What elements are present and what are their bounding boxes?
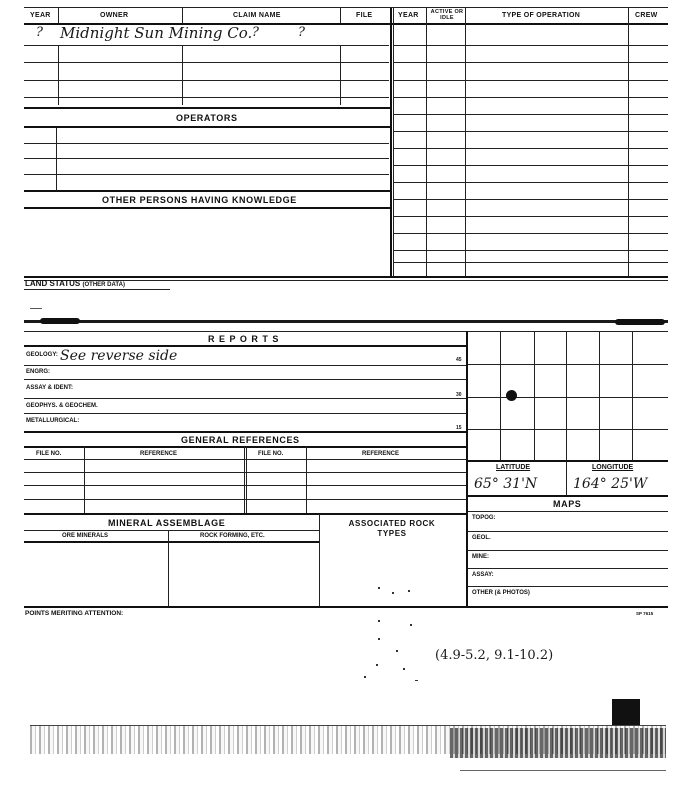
scan-noise-dark xyxy=(450,728,666,758)
row-file: ? xyxy=(298,25,305,40)
latitude-value: 65° 31'N xyxy=(474,476,538,492)
points-meriting-attention-label: POINTS MERITING ATTENTION: xyxy=(25,610,124,617)
op-year-header: YEAR xyxy=(398,12,419,19)
form-number: SP 7615 xyxy=(636,611,654,616)
ore-minerals-header: ORE MINERALS xyxy=(62,533,109,539)
scale-45: 45 xyxy=(456,357,462,363)
ref-reference-1: REFERENCE xyxy=(140,451,178,457)
mineral-assemblage-title: MINERAL ASSEMBLAGE xyxy=(108,518,226,528)
row-owner: Midnight Sun Mining Co. xyxy=(60,24,253,42)
maps-other: OTHER (& PHOTOS) xyxy=(472,590,530,596)
other-persons-title: OTHER PERSONS HAVING KNOWLEDGE xyxy=(102,195,297,205)
ref-file-no-1: FILE NO. xyxy=(36,451,62,457)
location-dot xyxy=(506,390,517,401)
row-claim-name: ? xyxy=(252,25,259,40)
land-status-label: LAND STATUS (OTHER DATA) xyxy=(25,279,125,288)
reports-top-bar xyxy=(24,320,668,323)
type-of-operation-header: TYPE OF OPERATION xyxy=(502,12,581,19)
handwritten-note: (4.9-5.2, 9.1-10.2) xyxy=(435,648,554,663)
maps-assay: ASSAY: xyxy=(472,572,494,578)
maps-title: MAPS xyxy=(553,499,582,509)
engrg-label: ENGRG: xyxy=(26,369,50,375)
rock-forming-header: ROCK FORMING, ETC. xyxy=(200,533,265,539)
ref-file-no-2: FILE NO. xyxy=(258,451,284,457)
operators-title: OPERATORS xyxy=(176,113,238,123)
file-header: FILE xyxy=(356,12,373,19)
row-year: ? xyxy=(36,25,43,40)
year-header: YEAR xyxy=(30,12,51,19)
latitude-label: LATITUDE xyxy=(496,464,531,471)
owner-header: OWNER xyxy=(100,12,129,19)
active-idle-header: ACTIVE OR IDLE xyxy=(430,9,464,21)
scale-15: 15 xyxy=(456,425,462,431)
longitude-value: 164° 25'W xyxy=(573,476,648,492)
claim-name-header: CLAIM NAME xyxy=(233,12,281,19)
geophys-label: GEOPHYS. & GEOCHEM. xyxy=(26,403,98,409)
reports-title: R E P O R T S xyxy=(208,334,280,344)
metallurgical-label: METALLURGICAL: xyxy=(26,418,80,424)
corner-block xyxy=(612,699,640,725)
maps-topog: TOPOG: xyxy=(472,515,496,521)
scale-30: 30 xyxy=(456,392,462,398)
maps-mine: MINE: xyxy=(472,554,489,560)
longitude-label: LONGITUDE xyxy=(592,464,634,471)
ref-reference-2: REFERENCE xyxy=(362,451,400,457)
crew-header: CREW xyxy=(635,12,658,19)
top-border xyxy=(24,7,668,8)
associated-rock-types-title: ASSOCIATED ROCK TYPES xyxy=(348,519,436,538)
assay-label: ASSAY & IDENT: xyxy=(26,385,74,391)
land-status-underline xyxy=(24,289,170,290)
general-references-title: GENERAL REFERENCES xyxy=(181,435,300,445)
geology-value: See reverse side xyxy=(60,348,178,364)
maps-geol: GEOL. xyxy=(472,535,491,541)
geology-label: GEOLOGY: xyxy=(26,352,58,358)
